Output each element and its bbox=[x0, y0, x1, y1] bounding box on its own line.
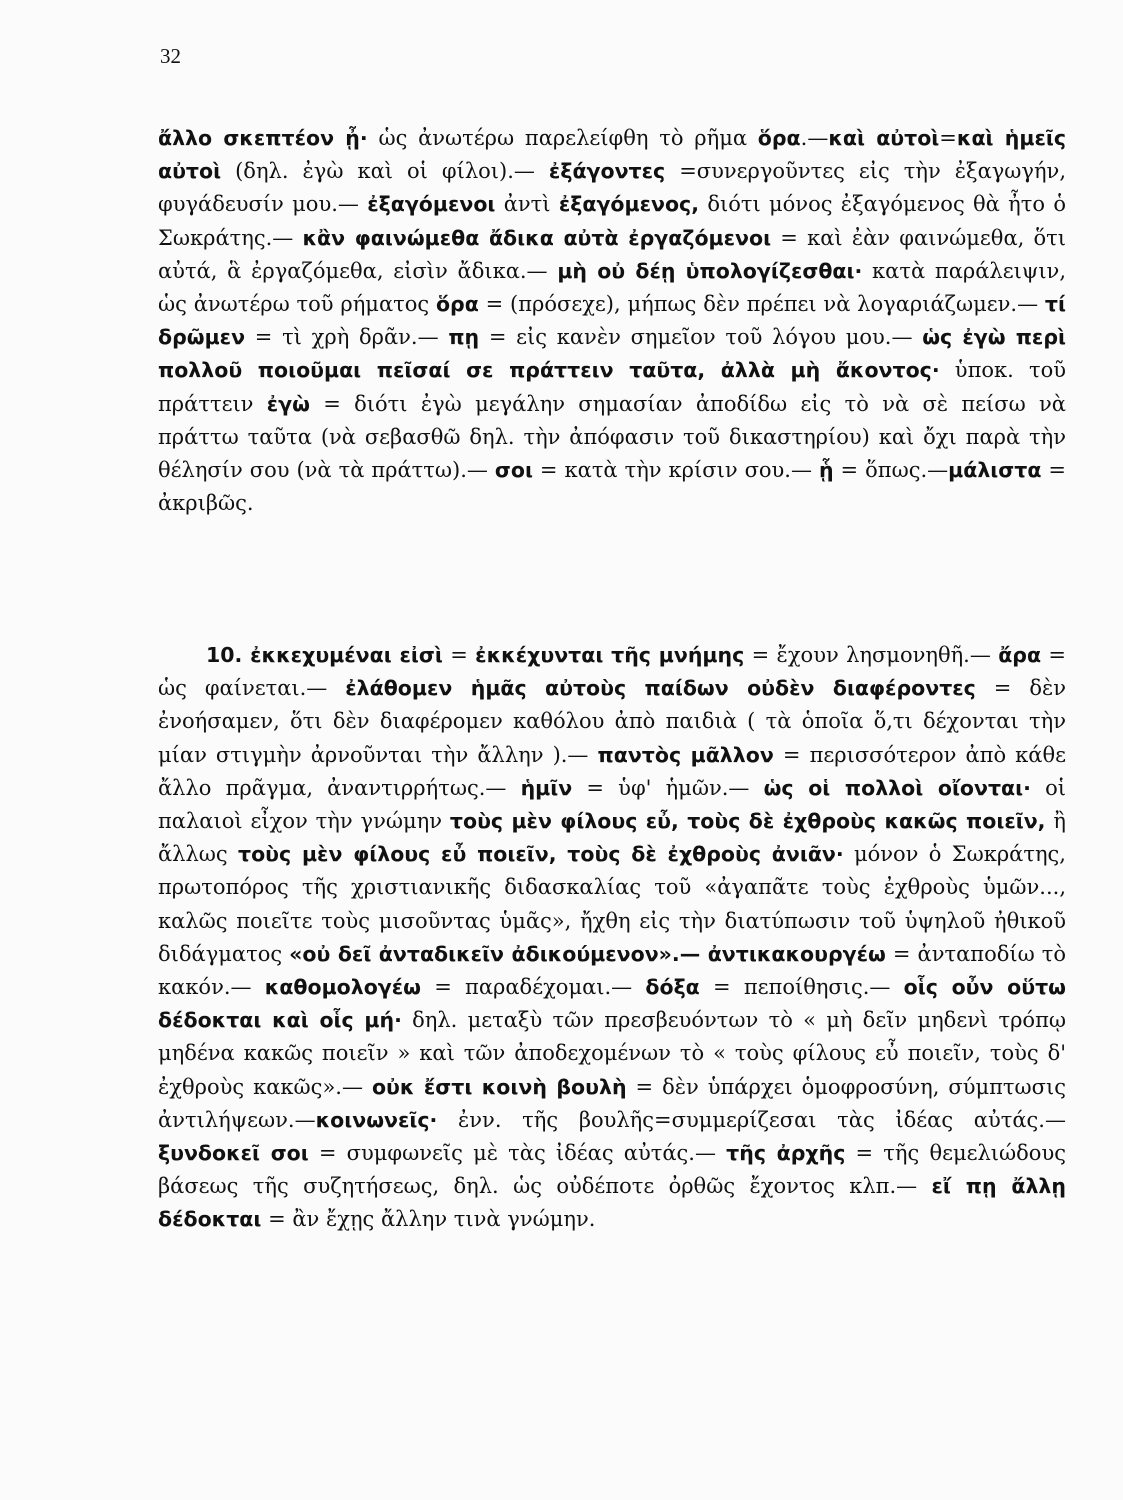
gloss-text: = δὲν ὑπάρχει ὁμοφροσύνη, σύμπτωσις ἀντιλήψεων.— bbox=[158, 1074, 1066, 1132]
lemma-text: ἄλλο σκεπτέον ᾖ· bbox=[158, 126, 368, 150]
gloss-text: = ὑφ' ἡμῶν.— bbox=[572, 775, 764, 800]
lemma-text: καθομολογέω bbox=[264, 975, 421, 1000]
lemma-text: ἐξαγόμενος, bbox=[558, 192, 699, 217]
lemma-text: δόξα bbox=[645, 975, 700, 1000]
gloss-text: = ἀκριβῶς. bbox=[158, 458, 1066, 516]
gloss-text: (δηλ. ἐγὼ καὶ οἱ φίλοι).— bbox=[221, 159, 549, 184]
lemma-text: κἂν φαινώμεθα ἄδικα αὐτὰ ἐργαζόμενοι bbox=[302, 225, 772, 250]
gloss-text: = κατὰ τὴν κρίσιν σου.— bbox=[532, 458, 819, 483]
gloss-text: = παραδέχομαι.— bbox=[420, 975, 646, 1000]
lemma-text: ἄρα bbox=[998, 643, 1042, 667]
lemma-text: τῆς ἀρχῆς bbox=[726, 1141, 846, 1166]
lemma-text: πῃ bbox=[448, 325, 480, 350]
lemma-text: 10. bbox=[206, 643, 251, 667]
lemma-text: ὡς οἱ πολλοὶ οἴονται· bbox=[763, 775, 1031, 800]
gloss-text: = ἔχουν λησμονηθῆ.— bbox=[744, 643, 999, 667]
gloss-text: ὑποκ. τοῦ πράττειν bbox=[158, 358, 1067, 416]
gloss-text: = ὅπως.— bbox=[833, 458, 949, 483]
lemma-text: τοὺς μὲν φίλους εὖ ποιεῖν, τοὺς δὲ ἐχθροὺς ἀνιᾶν· bbox=[238, 842, 844, 867]
gloss-text: = ἂν ἔχῃς ἄλλην τινὰ γνώμην. bbox=[261, 1207, 596, 1232]
gloss-text: κατὰ παράλειψιν, ὡς ἀνωτέρω τοῦ ρήματος bbox=[158, 258, 1066, 317]
lemma-text: τοὺς μὲν φίλους εὖ, τοὺς δὲ ἐχθροὺς κακῶς ποιεῖν, bbox=[449, 809, 1046, 834]
gloss-text: = (πρόσεχε), μήπως δὲν πρέπει νὰ λογαριάζωμεν.— bbox=[478, 292, 1045, 317]
gloss-text: ἀντὶ bbox=[495, 192, 559, 217]
lemma-text: ἐξάγοντες bbox=[548, 159, 666, 184]
gloss-text: = συμφωνεῖς μὲ τὰς ἰδέας αὐτάς.— bbox=[308, 1141, 727, 1166]
gloss-text: = περισσότερον ἀπὸ κάθε ἄλλο πρᾶγμα, ἀναντιρρήτως.— bbox=[158, 742, 1066, 800]
lemma-text: ἐγὼ bbox=[266, 391, 310, 416]
gloss-text: δηλ. μεταξὺ τῶν πρεσβευόντων τὸ « μὴ δεῖν μηδενὶ τρόπῳ μηδένα κακῶς ποιεῖν » καὶ τῶν ἀποδεχομένων τὸ « τοὺς φίλους εὖ ποιεῖν, τοὺς δ' ἐχθροὺς κακῶς».— bbox=[158, 1008, 1066, 1099]
lemma-text: μάλιστα bbox=[948, 458, 1042, 483]
lemma-text: παντὸς μᾶλλον bbox=[597, 742, 774, 767]
lemma-text: ἐκκέχυνται τῆς μνήμης bbox=[475, 643, 745, 667]
lemma-text: τί δρῶμεν bbox=[158, 292, 1066, 350]
lemma-text: «οὐ δεῖ ἀνταδικεῖν ἀδικούμενον».— ἀντικακουργέω bbox=[289, 941, 886, 966]
lemma-text: ὡς ἐγὼ περὶ πολλοῦ ποιοῦμαι πεῖσαί σε πράττειν ταῦτα, ἀλλὰ μὴ ἄκοντος· bbox=[158, 325, 1066, 383]
gloss-text: = καὶ ἐὰν φαινώμεθα, ὅτι αὐτά, ἃ ἐργαζόμεθα, εἰσὶν ἄδικα.— bbox=[158, 225, 1067, 283]
gloss-text: = ὡς φαίνεται.— bbox=[158, 643, 1066, 701]
gloss-text: = εἰς κανὲν σημεῖον τοῦ λόγου μου.— bbox=[479, 325, 923, 350]
gloss-text: = τὶ χρὴ δρᾶν.— bbox=[245, 325, 449, 350]
page-number: 32 bbox=[160, 44, 181, 68]
gloss-text: διότι μόνος ἐξαγόμενος θὰ ἦτο ὁ Σωκράτης.— bbox=[158, 192, 1066, 250]
lemma-text: ξυνδοκεῖ σοι bbox=[158, 1141, 309, 1166]
lemma-text: οἷς οὖν οὕτω δέδοκται καὶ οἷς μή· bbox=[158, 975, 1066, 1033]
lemma-text: ᾗ bbox=[818, 458, 834, 483]
lemma-text: ὅρα bbox=[435, 292, 479, 317]
gloss-text: .— bbox=[800, 126, 829, 150]
commentary-paragraph-10 bbox=[158, 639, 1066, 1237]
lemma-text: ἐξαγόμενοι bbox=[367, 192, 496, 217]
lemma-text: καὶ αὐτοὶ bbox=[828, 126, 940, 150]
gloss-text: = bbox=[442, 643, 476, 667]
lemma-text: ἐλάθομεν ἡμᾶς αὐτοὺς παίδων οὐδὲν διαφέροντες bbox=[345, 676, 976, 701]
gloss-text: ἐνν. τῆς βουλῆς=συμμερίζεσαι τὰς ἰδέας αὐτάς.— bbox=[437, 1107, 1066, 1132]
lemma-text: καὶ ἡμεῖς αὐτοὶ bbox=[158, 126, 1066, 184]
gloss-text: = ἀνταποδίω τὸ κακόν.— bbox=[158, 941, 1067, 1000]
lemma-text: σοι bbox=[494, 458, 533, 483]
lemma-text: εἴ πῃ ἄλλῃ δέδοκται bbox=[158, 1174, 1066, 1232]
gloss-text: = διότι ἐγὼ μεγάλην σημασίαν ἀποδίδω εἰς τὸ νὰ σὲ πείσω νὰ πράττω ταῦτα (νὰ σεβασθῶ δηλ. τὴν ἀπόφασιν τοῦ δικαστηρίου) καὶ ὄχι παρὰ τὴν θέλησίν σου (νὰ τὰ πράττω).— bbox=[158, 391, 1066, 483]
gloss-text: οἱ παλαιοὶ εἶχον τὴν γνώμην bbox=[158, 775, 1066, 834]
gloss-text: = δὲν ἐνοήσαμεν, ὅτι δὲν διαφέρομεν καθόλου ἀπὸ παιδιὰ ( τὰ ὁποῖα ὅ,τι δέχονται τὴν μίαν στιγμὴν ἀρνοῦνται τὴν ἄλλην ).— bbox=[158, 676, 1066, 767]
lemma-text: μὴ οὐ δέῃ ὑπολογίζεσθαι· bbox=[557, 258, 863, 283]
lemma-text: ὅρα bbox=[757, 126, 801, 150]
lemma-text: οὐκ ἔστι κοινὴ βουλὴ bbox=[371, 1074, 627, 1099]
gloss-text: = τῆς θεμελιώδους βάσεως τῆς συζητήσεως, δηλ. ὡς οὐδέποτε ὀρθῶς ἔχοντος κλπ.— bbox=[158, 1141, 1066, 1199]
commentary-paragraph-1 bbox=[158, 122, 1066, 520]
lemma-text: κοινωνεῖς· bbox=[315, 1107, 438, 1132]
gloss-text: =συνεργοῦντες εἰς τὴν ἐξαγωγήν, φυγάδευσίν μου.— bbox=[158, 159, 1067, 217]
gloss-text: = πεποίθησις.— bbox=[699, 975, 904, 1000]
gloss-text: = bbox=[939, 126, 957, 150]
gloss-text: μόνον ὁ Σωκράτης, πρωτοπόρος τῆς χριστιανικῆς διδασκαλίας τοῦ «ἀγαπᾶτε τοὺς ἐχθροὺς ὑμῶν..., καλῶς ποιεῖτε τοὺς μισοῦντας ὑμᾶς», ἤχθη εἰς τὴν διατύπωσιν τοῦ ὑψηλοῦ ἠθικοῦ διδάγματος bbox=[158, 842, 1066, 966]
gloss-text: ἢ ἄλλως bbox=[158, 809, 1066, 867]
gloss-text: ὡς ἀνωτέρω παρελείφθη τὸ ρῆμα bbox=[367, 126, 758, 150]
lemma-text: ἐκκεχυμέναι εἰσὶ bbox=[250, 643, 443, 667]
lemma-text: ἡμῖν bbox=[520, 775, 573, 800]
